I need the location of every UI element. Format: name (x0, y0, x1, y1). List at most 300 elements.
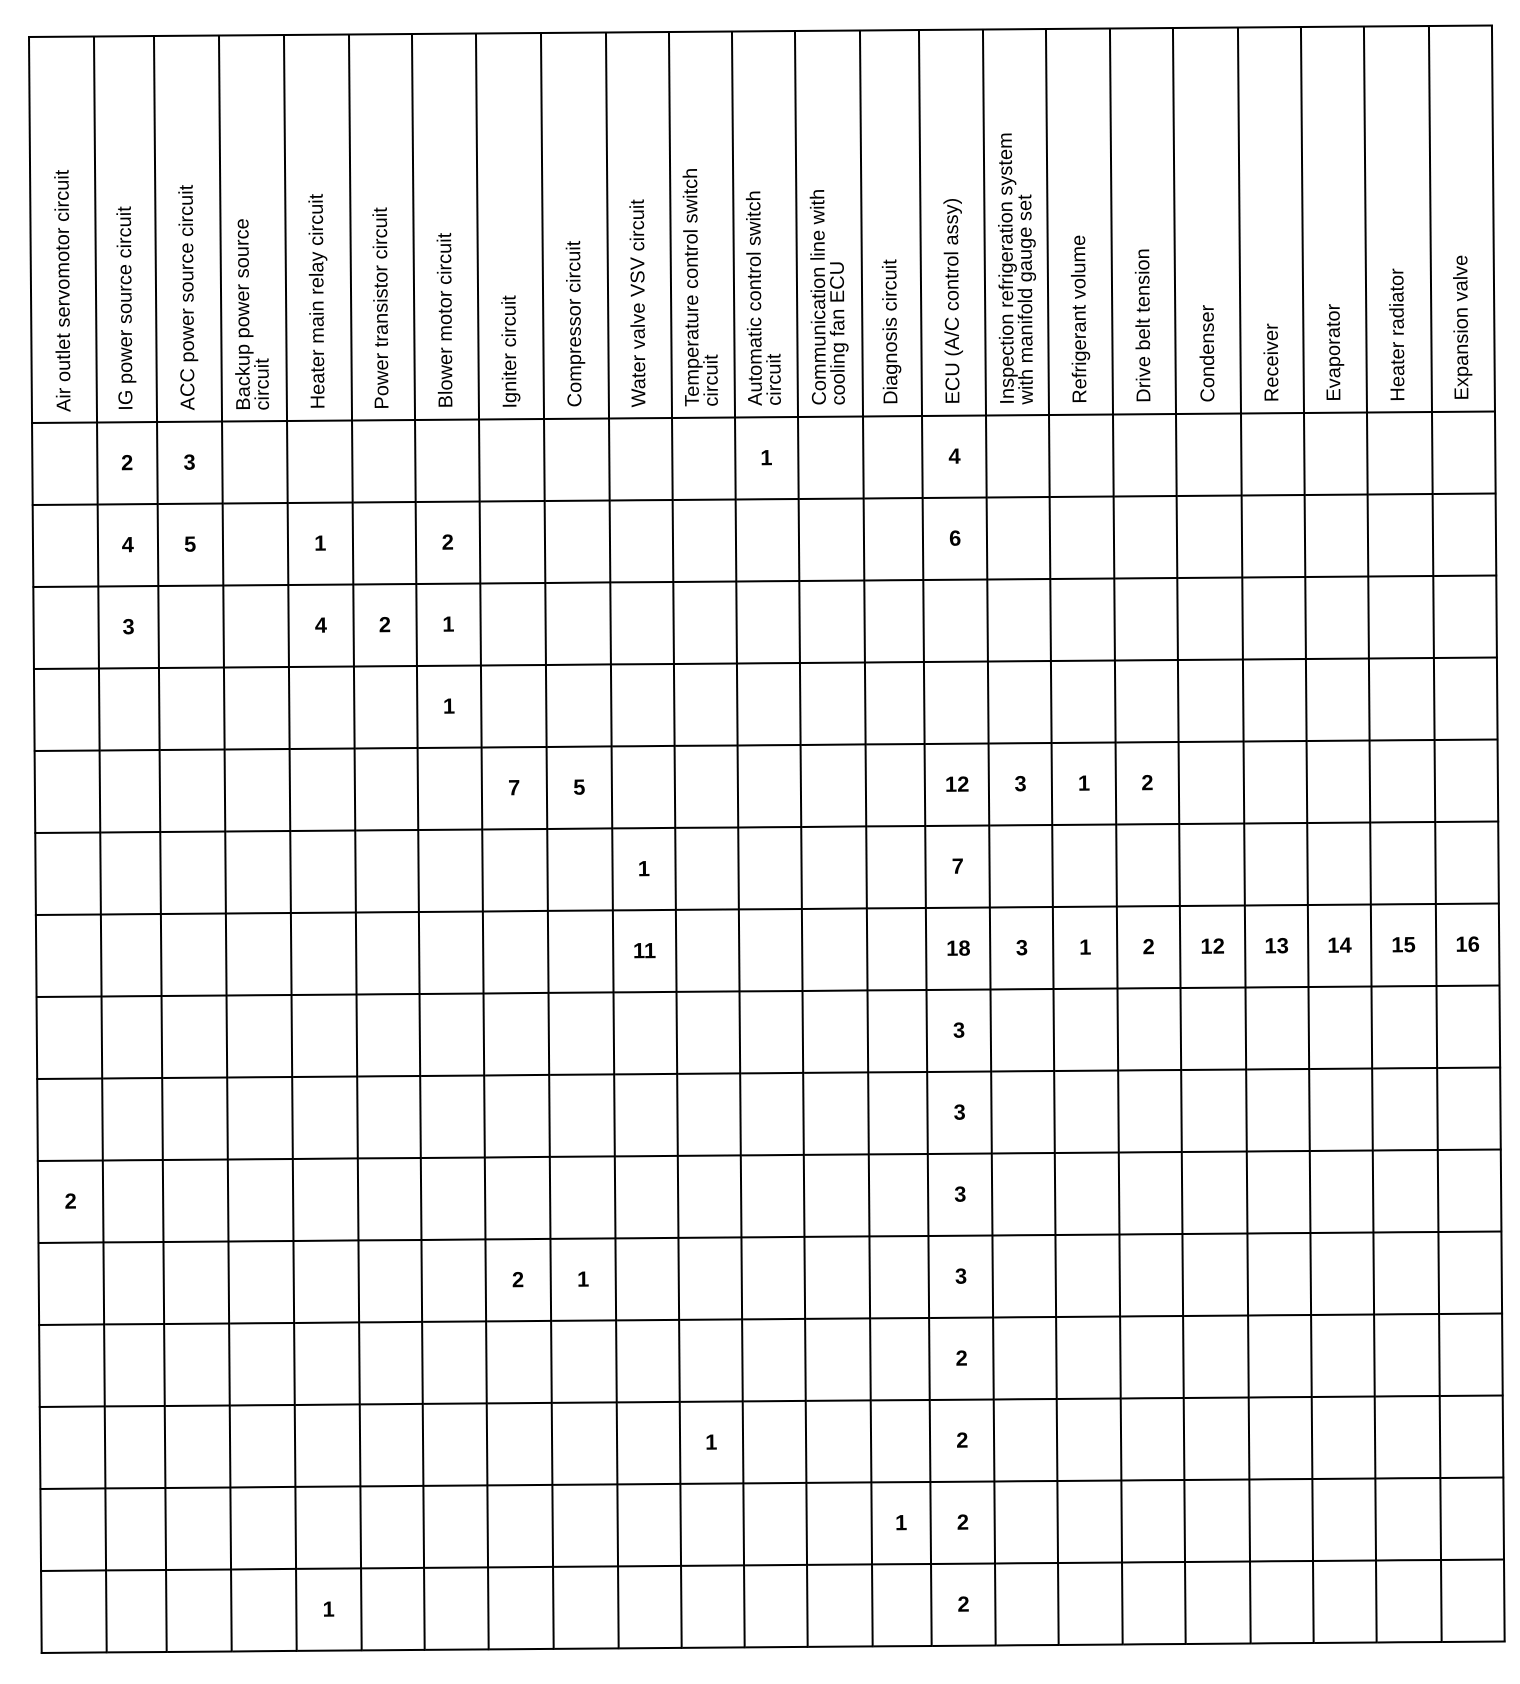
table-cell (737, 745, 801, 827)
table-cell (610, 500, 674, 582)
table-cell (33, 504, 99, 587)
table-cell (40, 1406, 106, 1489)
table-cell (739, 909, 803, 991)
table-row (33, 493, 1497, 586)
table-cell (353, 502, 417, 584)
column-header (219, 35, 287, 421)
table-cell (1368, 576, 1434, 659)
table-cell: 1 (1053, 906, 1118, 989)
table-cell (1309, 1068, 1373, 1150)
table-cell (1051, 660, 1116, 743)
table-cell (1312, 1396, 1376, 1478)
table-cell (1438, 1149, 1502, 1231)
table-cell: 16 (1436, 903, 1500, 985)
table-cell (226, 995, 292, 1078)
table-cell (224, 749, 290, 832)
table-cell (1441, 1559, 1505, 1641)
column-header (1173, 27, 1241, 413)
table-cell (740, 1073, 804, 1155)
table-cell (231, 1569, 297, 1652)
table-cell (736, 581, 800, 663)
table-cell (867, 908, 927, 990)
table-cell (988, 579, 1052, 661)
table-cell (1179, 741, 1245, 824)
table-cell (1307, 822, 1371, 904)
table-row (37, 1067, 1501, 1160)
table-cell (1434, 657, 1498, 739)
table-cell (673, 581, 737, 663)
table-cell (1052, 824, 1117, 907)
table-cell (424, 1567, 489, 1650)
table-cell (164, 1323, 230, 1406)
table-cell (615, 1156, 679, 1238)
table-cell (1440, 1395, 1504, 1477)
table-cell (744, 1565, 808, 1647)
table-cell: 3 (929, 1235, 994, 1318)
table-cell (1368, 494, 1434, 577)
table-cell (544, 500, 610, 583)
table-cell (615, 1238, 679, 1320)
table-cell (1374, 1314, 1440, 1397)
table-cell (158, 585, 224, 668)
table-cell (486, 1321, 552, 1404)
table-cell (1182, 1151, 1248, 1234)
table-cell (798, 416, 864, 499)
table-cell (1248, 1315, 1312, 1397)
table-cell (609, 418, 673, 500)
table-row (39, 1313, 1503, 1406)
table-cell (865, 662, 925, 744)
table-cell (1181, 1069, 1247, 1152)
table-cell (101, 914, 161, 996)
table-cell (1248, 1233, 1312, 1315)
table-cell (419, 993, 484, 1075)
table-cell (1056, 1234, 1121, 1317)
table-cell: 2 (1116, 742, 1180, 824)
table-row (36, 903, 1500, 996)
column-header-label: Receiver (1260, 323, 1283, 403)
column-header-label: Communication line with cooling fan ECU (807, 188, 851, 406)
table-cell (1115, 660, 1179, 742)
table-row (37, 985, 1501, 1078)
table-cell (991, 989, 1055, 1071)
table-cell: 12 (1180, 905, 1246, 988)
table-cell: 1 (680, 1401, 744, 1483)
table-cell (487, 1485, 553, 1568)
table-cell (165, 1487, 231, 1570)
table-cell (482, 829, 548, 912)
table-cell (617, 1402, 681, 1484)
table-cell (674, 745, 738, 827)
column-header (94, 36, 157, 422)
table-cell (105, 1488, 165, 1570)
table-cell (993, 1235, 1057, 1317)
column-header (795, 30, 863, 416)
table-cell (291, 994, 357, 1077)
table-cell (553, 1566, 619, 1649)
table-cell (802, 990, 868, 1073)
table-cell (37, 1078, 103, 1161)
table-cell (866, 826, 926, 908)
table-cell (103, 1160, 163, 1242)
table-cell: 5 (546, 746, 612, 829)
table-cell: 1 (296, 1568, 362, 1651)
table-cell (798, 498, 864, 581)
table-cell (552, 1484, 618, 1567)
table-cell: 15 (1371, 904, 1437, 987)
table-cell (676, 909, 740, 991)
table-cell (1050, 496, 1115, 579)
column-header-label: Expansion valve (1450, 255, 1474, 401)
table-cell (740, 1155, 804, 1237)
table-cell (1244, 823, 1308, 905)
table-cell (995, 1481, 1059, 1563)
table-cell (547, 828, 613, 911)
table-cell (358, 1240, 422, 1322)
table-cell (40, 1488, 106, 1571)
table-cell: 2 (931, 1563, 996, 1646)
table-cell: 3 (989, 743, 1053, 825)
table-cell (675, 827, 739, 909)
table-cell (1376, 1560, 1442, 1643)
table-cell (161, 913, 227, 996)
table-row (33, 575, 1497, 668)
table-cell (1375, 1396, 1441, 1479)
column-header-label: Temperature control switch circuit (680, 167, 724, 407)
table-cell (36, 914, 102, 997)
table-cell (549, 1074, 615, 1157)
column-header (860, 30, 923, 416)
table-cell: 1 (288, 502, 354, 585)
table-cell (741, 1237, 805, 1319)
table-cell (100, 832, 160, 914)
column-header-label: Diagnosis circuit (879, 259, 903, 406)
table-cell (1114, 496, 1178, 578)
table-cell (551, 1320, 617, 1403)
table-cell (415, 419, 480, 502)
table-cell (801, 908, 867, 991)
table-cell (803, 1072, 869, 1155)
column-header (1429, 26, 1495, 412)
table-cell (41, 1570, 107, 1653)
table-cell (1307, 740, 1371, 822)
table-cell (865, 744, 925, 826)
column-header (154, 36, 222, 422)
column-header-label: Blower motor circuit (433, 233, 458, 409)
table-cell: 1 (871, 1482, 931, 1564)
table-cell (102, 1078, 162, 1160)
table-cell (292, 1076, 358, 1159)
table-cell: 3 (927, 989, 992, 1072)
column-header (541, 32, 609, 418)
column-header-label: Compressor circuit (563, 240, 587, 408)
table-cell (995, 1563, 1059, 1645)
table-cell (164, 1405, 230, 1488)
table-cell (1369, 740, 1435, 823)
table-cell (159, 749, 225, 832)
table-cell (293, 1240, 359, 1323)
table-cell (1369, 658, 1435, 741)
table-cell: 7 (925, 825, 990, 908)
table-cell (993, 1317, 1057, 1399)
table-cell (924, 661, 989, 744)
table-cell (672, 499, 736, 581)
table-cell (224, 667, 290, 750)
table-cell (681, 1565, 745, 1647)
table-cell (1118, 988, 1182, 1070)
table-cell (1435, 821, 1499, 903)
table-cell: 1 (550, 1238, 616, 1321)
table-cell (104, 1324, 164, 1406)
table-cell (614, 1074, 678, 1156)
table-cell: 11 (613, 910, 677, 992)
table-cell (739, 991, 803, 1073)
table-cell (1247, 1151, 1311, 1233)
table-cell (1313, 1560, 1377, 1642)
column-header (732, 31, 798, 417)
column-header (606, 32, 672, 418)
table-cell (1182, 1233, 1248, 1316)
table-cell (1058, 1480, 1123, 1563)
table-cell (359, 1322, 423, 1404)
table-cell (548, 910, 614, 993)
table-cell (1241, 413, 1305, 495)
table-cell (290, 830, 356, 913)
table-cell (1183, 1315, 1249, 1398)
column-header (983, 29, 1049, 415)
table-cell (552, 1402, 618, 1485)
table-cell: 2 (931, 1481, 996, 1564)
table-cell (805, 1400, 871, 1483)
table-cell (1176, 413, 1242, 496)
column-header-label: Air outlet servomotor circuit (51, 169, 75, 412)
table-cell (1249, 1479, 1313, 1561)
table-cell (1058, 1562, 1123, 1645)
table-cell (421, 1157, 486, 1240)
table-cell (1178, 659, 1244, 742)
table-cell (735, 499, 799, 581)
table-cell (481, 665, 547, 748)
table-cell (487, 1403, 553, 1486)
column-header (1238, 27, 1304, 413)
table-cell (360, 1486, 424, 1568)
table-cell (105, 1406, 165, 1488)
table-cell (33, 586, 99, 669)
table-cell (618, 1566, 682, 1648)
column-header-label: ACC power source circuit (175, 185, 200, 411)
table-cell (1305, 494, 1369, 576)
table-cell (988, 661, 1052, 743)
table-cell (1057, 1398, 1122, 1481)
table-cell (1372, 1068, 1438, 1151)
table-cell (1438, 1231, 1502, 1313)
table-cell (162, 1077, 228, 1160)
table-cell (742, 1401, 806, 1483)
table-cell: 13 (1245, 905, 1309, 987)
table-cell (1056, 1316, 1121, 1399)
table-cell: 6 (923, 497, 988, 580)
table-cell (423, 1403, 488, 1486)
table-cell (34, 668, 100, 751)
table-cell (680, 1483, 744, 1565)
table-cell (804, 1236, 870, 1319)
table-cell (230, 1487, 296, 1570)
table-cell (1304, 412, 1368, 494)
table-cell (611, 746, 675, 828)
table-cell (485, 1157, 551, 1240)
table-cell (1185, 1561, 1251, 1644)
table-row (34, 657, 1498, 750)
table-cell (674, 663, 738, 745)
table-cell (1437, 1067, 1501, 1149)
table-cell (1118, 1070, 1182, 1152)
table-cell (1054, 988, 1119, 1071)
table-cell (987, 497, 1051, 579)
table-cell (35, 832, 101, 915)
table-cell: 18 (926, 907, 991, 990)
table-cell (1432, 411, 1496, 493)
table-cell (354, 666, 418, 748)
table-cell: 2 (1117, 906, 1181, 988)
table-cell (1367, 412, 1433, 495)
column-header-label: Backup power source circuit (231, 217, 275, 411)
table-cell (222, 421, 288, 504)
table-cell (1433, 493, 1497, 575)
table-cell (289, 666, 355, 749)
column-header (1364, 26, 1432, 412)
table-cell (479, 419, 545, 502)
inspection-matrix-table (28, 24, 1506, 1653)
table-cell (1116, 824, 1180, 906)
column-header (284, 34, 352, 420)
table-cell: 4 (98, 504, 158, 586)
table-cell (870, 1400, 930, 1482)
table-cell (222, 503, 288, 586)
table-cell (678, 1237, 742, 1319)
table-cell (800, 744, 866, 827)
table-cell (678, 1155, 742, 1237)
table-cell (805, 1318, 871, 1401)
table-cell (354, 748, 418, 830)
table-cell (228, 1241, 294, 1324)
table-cell: 1 (735, 417, 799, 499)
table-cell (163, 1159, 229, 1242)
table-cell (421, 1239, 486, 1322)
column-header-label: Igniter circuit (498, 294, 522, 409)
table-row (35, 821, 1499, 914)
column-header (412, 33, 479, 419)
table-cell (420, 1075, 485, 1158)
trouble-matrix-sheet (28, 24, 1506, 1657)
table-cell (293, 1158, 359, 1241)
table-cell (1050, 578, 1115, 661)
table-cell (1308, 986, 1372, 1068)
table-cell (1114, 578, 1178, 660)
table-cell (291, 912, 357, 995)
table-cell (1242, 495, 1306, 577)
table-cell (230, 1405, 296, 1488)
table-cell (800, 662, 866, 745)
table-cell (994, 1399, 1058, 1481)
table-cell (1434, 739, 1498, 821)
table-cell (867, 990, 927, 1072)
table-cell (483, 911, 549, 994)
table-cell: 2 (97, 422, 157, 504)
table-cell (1054, 1070, 1119, 1153)
column-header-label: IG power source circuit (113, 206, 138, 412)
table-cell (1305, 576, 1369, 658)
table-cell (352, 420, 416, 502)
table-cell (550, 1156, 616, 1239)
table-cell (677, 1073, 741, 1155)
table-cell (1122, 1562, 1186, 1644)
table-cell (1371, 986, 1437, 1069)
table-cell (161, 995, 227, 1078)
header-row (29, 26, 1495, 423)
table-cell (1121, 1398, 1185, 1480)
table-cell: 4 (288, 584, 354, 667)
table-cell (355, 830, 419, 912)
table-cell: 2 (930, 1399, 995, 1482)
table-cell (1113, 414, 1177, 496)
table-cell: 12 (925, 743, 990, 826)
table-cell (479, 501, 545, 584)
table-cell (358, 1158, 422, 1240)
table-cell (226, 913, 292, 996)
table-cell (484, 1075, 550, 1158)
table-cell (356, 994, 420, 1076)
table-cell (545, 582, 611, 665)
table-cell (1242, 577, 1306, 659)
table-cell (228, 1159, 294, 1242)
column-header-label: Inspection refrigeration system with manifold gauge set (994, 131, 1038, 405)
table-cell (287, 420, 353, 503)
table-cell (1181, 987, 1247, 1070)
table-cell (1177, 495, 1243, 578)
table-cell (611, 664, 675, 746)
column-header (349, 34, 415, 420)
column-header-label: Evaporator (1323, 303, 1346, 402)
table-cell (163, 1241, 229, 1324)
table-cell: 2 (415, 501, 480, 583)
table-cell (1436, 985, 1500, 1067)
table-cell (992, 1153, 1056, 1235)
table-cell (868, 1072, 928, 1154)
table-cell (737, 663, 801, 745)
table-cell (106, 1570, 166, 1652)
table-cell (294, 1322, 360, 1405)
column-header-label: Water valve VSV circuit (627, 198, 651, 408)
table-cell (679, 1319, 743, 1401)
table-cell (39, 1324, 105, 1407)
column-header-label: Condenser (1196, 304, 1219, 403)
table-cell (417, 747, 482, 830)
table-cell (1311, 1314, 1375, 1396)
table-cell (360, 1404, 424, 1486)
table-cell: 7 (481, 747, 547, 830)
table-cell: 1 (416, 583, 481, 666)
table-cell (160, 831, 226, 914)
column-header (1301, 27, 1367, 413)
table-cell: 3 (927, 1071, 992, 1154)
table-cell (361, 1568, 425, 1650)
table-cell (1433, 575, 1497, 657)
table-cell (1246, 1069, 1310, 1151)
table-cell (742, 1319, 806, 1401)
table-cell (159, 667, 225, 750)
table-cell (672, 417, 736, 499)
table-cell (1177, 577, 1243, 660)
